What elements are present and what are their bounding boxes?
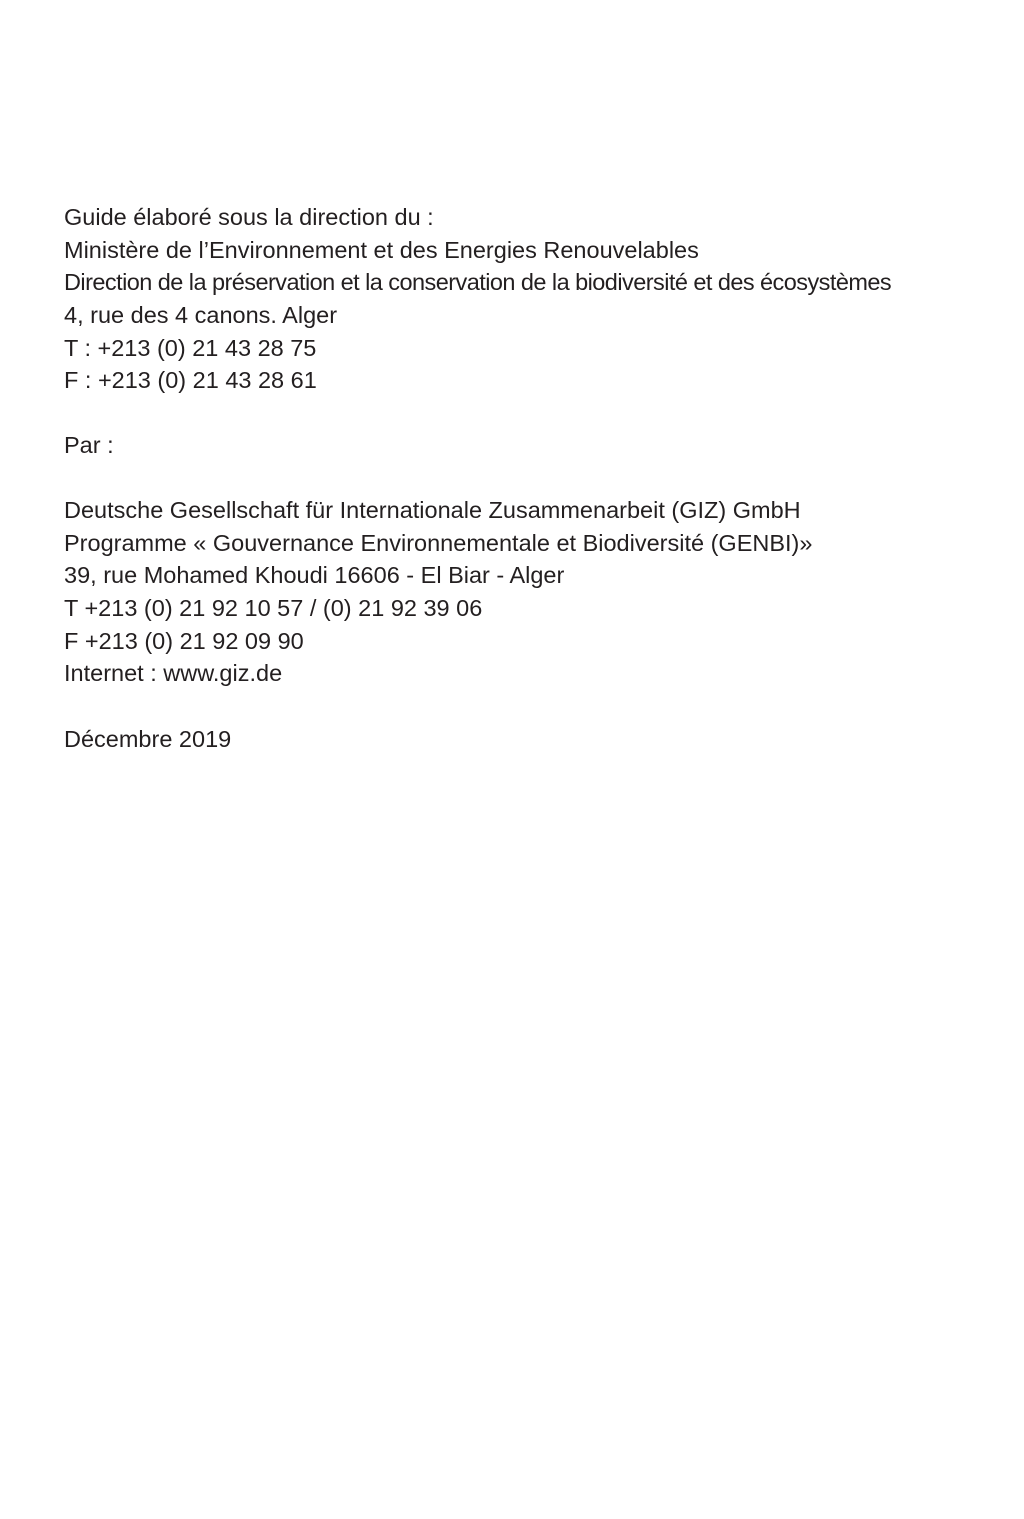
par-block	[64, 429, 114, 462]
publication-date: Décembre 2019	[64, 726, 232, 752]
giz-phone: T +213 (0) 21 92 10 57 / (0) 21 92 39 06	[64, 595, 483, 622]
giz-fax: F +213 (0) 21 92 09 90	[64, 627, 304, 654]
ministry-fax: F : +213 (0) 21 43 28 61	[64, 367, 317, 394]
ministry-phone: T : +213 (0) 21 43 28 75	[64, 334, 317, 361]
date-block	[64, 723, 231, 756]
giz-address: 39, rue Mohamed Khoudi 16606 - El Biar - Alger	[64, 562, 565, 589]
guide-intro-line: Guide élaboré sous la direction du :	[64, 204, 434, 230]
direction-name: Direction de la préservation et la conservation de la biodiversité et des écosystèmes	[64, 269, 892, 296]
par-label: Par :	[64, 432, 114, 458]
ministry-name: Ministère de l’Environnement et des Energies Renouvelables	[64, 236, 699, 263]
giz-organization-name: Deutsche Gesellschaft für Internationale Zusammenarbeit (GIZ) GmbH	[64, 497, 801, 523]
ministry-address: 4, rue des 4 canons. Alger	[64, 302, 338, 329]
giz-programme-name: Programme « Gouvernance Environnementale et Biodiversité (GENBI)»	[64, 529, 813, 556]
giz-internet: Internet : www.giz.de	[64, 660, 283, 687]
giz-info-block	[64, 494, 812, 690]
ministry-info-block	[64, 201, 891, 397]
